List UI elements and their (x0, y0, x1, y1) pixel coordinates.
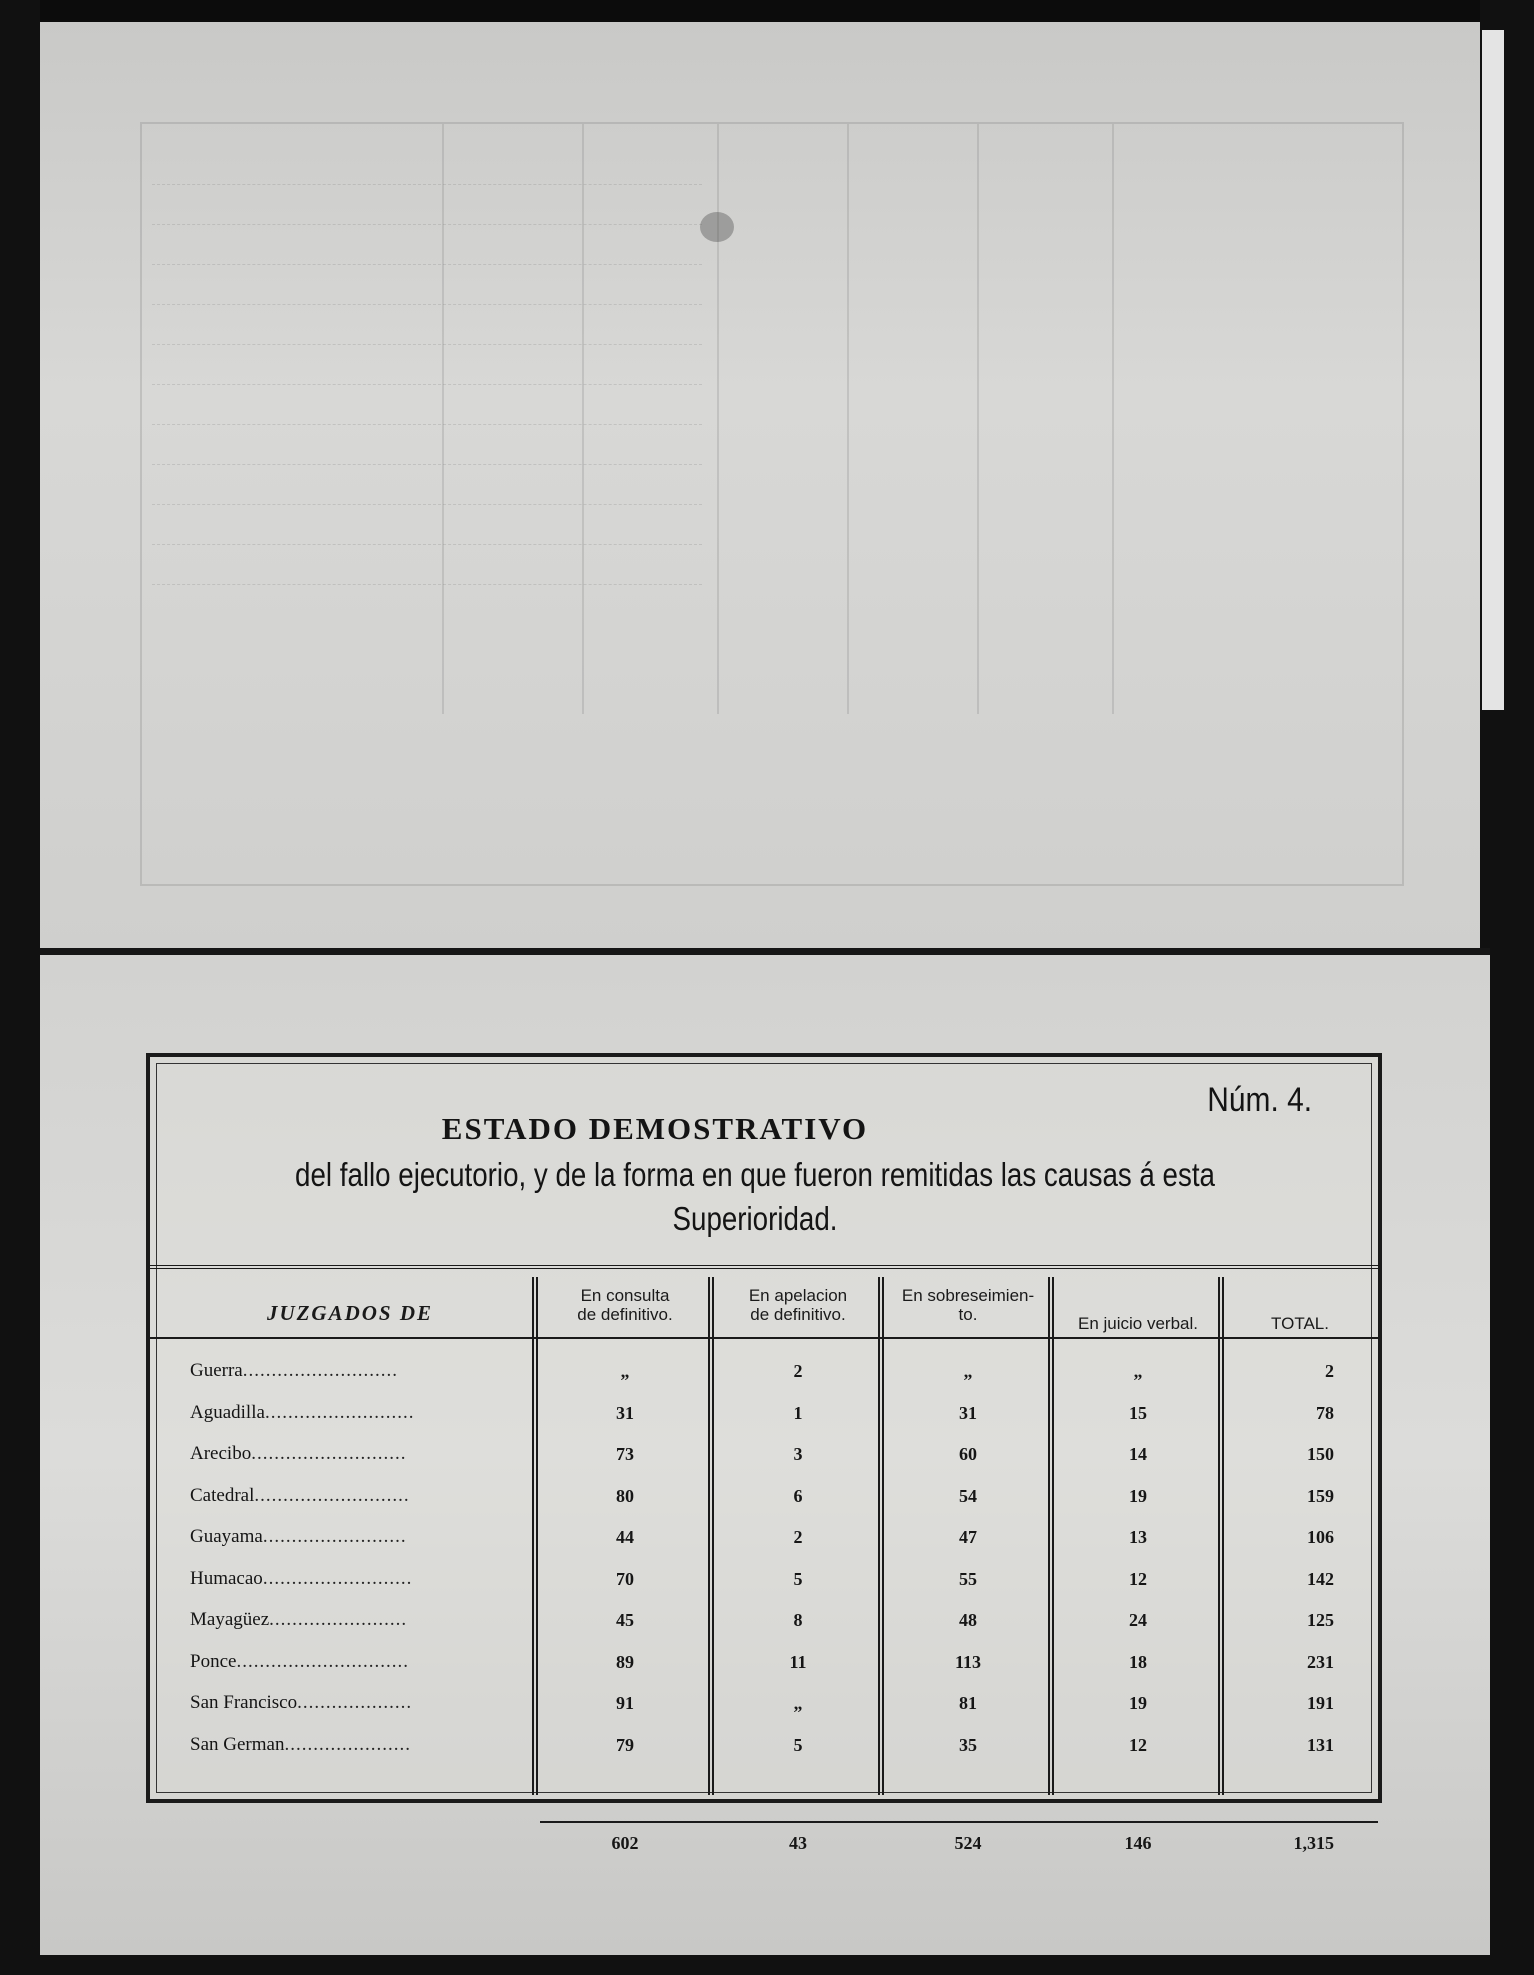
header-sobreseimiento-line2: to. (958, 1305, 978, 1324)
header-juicio-verbal: En juicio verbal. (1077, 1313, 1198, 1333)
document-subtitle (280, 1153, 1229, 1241)
table-row (150, 1476, 1378, 1516)
cell-juicio-verbal: 13 (1129, 1527, 1147, 1547)
table-row (150, 1434, 1378, 1474)
juzgado-name: Guerra (190, 1360, 243, 1381)
cell-consulta: 80 (616, 1485, 634, 1506)
cell-consulta: 31 (616, 1402, 634, 1423)
header-juzgados: JUZGADOS DE (266, 1300, 434, 1325)
cell-juicio-verbal: 12 (1129, 1734, 1147, 1755)
cell-juicio-verbal: 24 (1129, 1610, 1147, 1630)
cell-total: 159 (1307, 1485, 1334, 1506)
subtitle-line-2: Superioridad. (672, 1200, 838, 1237)
juzgado-name: Mayagüez (190, 1609, 270, 1630)
cell-total: 78 (1316, 1402, 1334, 1423)
leader-dots: ...................... (284, 1733, 411, 1755)
cell-juicio-verbal: „ (1133, 1361, 1143, 1381)
cell-consulta: 44 (616, 1527, 634, 1547)
cell-sobreseimiento: 47 (959, 1527, 977, 1547)
ghost-table (140, 122, 1404, 886)
cell-sobreseimiento: „ (963, 1361, 973, 1381)
juzgado-name: Ponce (190, 1650, 237, 1672)
leader-dots: .......................... (262, 1567, 413, 1589)
row-juzgado-label (190, 1351, 535, 1391)
ghost-row-line (152, 464, 702, 465)
document-frame (146, 1053, 1382, 1853)
leader-dots: .................... (297, 1692, 413, 1713)
cell-apelacion: 5 (793, 1734, 803, 1755)
cell-juicio-verbal: 14 (1129, 1444, 1147, 1464)
cell-total: 131 (1307, 1734, 1334, 1755)
cell-consulta: 70 (616, 1568, 634, 1589)
cell-consulta: 73 (616, 1444, 634, 1464)
cell-sobreseimiento: 54 (959, 1485, 977, 1506)
total-juicio-verbal: 146 (1124, 1833, 1152, 1853)
header-total: TOTAL. (1271, 1313, 1329, 1333)
cell-apelacion: 6 (793, 1485, 803, 1506)
ghost-row-line (152, 424, 702, 425)
ghost-row-line (152, 264, 702, 265)
ghost-row-line (152, 344, 702, 345)
header-apelacion-line2: de definitivo. (750, 1305, 846, 1324)
table-row (150, 1517, 1378, 1557)
ghost-row-line (152, 544, 702, 545)
title-divider (150, 1265, 1378, 1269)
document-number: Núm. 4. (1207, 1081, 1312, 1119)
cell-sobreseimiento: 48 (959, 1610, 977, 1630)
cell-sobreseimiento: 31 (959, 1402, 977, 1423)
row-juzgado-label (190, 1600, 535, 1640)
leader-dots: ......................... (262, 1526, 407, 1547)
leader-dots: ........................... (254, 1484, 410, 1506)
cell-consulta: 79 (616, 1734, 634, 1755)
header-sobreseimiento (886, 1277, 1050, 1333)
table-row (150, 1393, 1378, 1433)
cell-consulta: „ (620, 1361, 630, 1381)
ghost-column-line (977, 124, 979, 714)
cell-sobreseimiento: 55 (959, 1568, 977, 1589)
juzgado-name: Guayama (190, 1526, 263, 1547)
ghost-row-line (152, 584, 702, 585)
leader-dots: ........................... (242, 1360, 398, 1381)
upper-page-bleedthrough (40, 22, 1480, 952)
table-row (150, 1725, 1378, 1765)
cell-total: 2 (1325, 1361, 1334, 1381)
cell-apelacion: 2 (793, 1361, 803, 1381)
cell-sobreseimiento: 60 (959, 1444, 977, 1464)
table-row (150, 1642, 1378, 1682)
total-sobreseimiento: 524 (954, 1833, 982, 1853)
leader-dots: ........................ (269, 1609, 408, 1630)
cell-sobreseimiento: 35 (959, 1734, 977, 1755)
table-row (150, 1351, 1378, 1391)
header-divider (150, 1337, 1378, 1339)
total-grand: 1,315 (1293, 1833, 1334, 1853)
leader-dots: ........................... (251, 1443, 407, 1464)
row-juzgado-label (190, 1434, 535, 1474)
cell-juicio-verbal: 19 (1129, 1485, 1147, 1506)
cell-total: 231 (1307, 1651, 1334, 1672)
row-juzgado-label (190, 1393, 535, 1433)
row-juzgado-label (190, 1559, 535, 1599)
row-juzgado-label (190, 1683, 535, 1723)
leader-dots: .......................... (264, 1401, 415, 1423)
cell-apelacion: 2 (793, 1527, 803, 1547)
row-juzgado-label (190, 1642, 535, 1682)
cell-total: 142 (1307, 1568, 1334, 1589)
ghost-column-line (442, 124, 444, 714)
cell-consulta: 89 (616, 1651, 634, 1672)
ghost-column-line (1112, 124, 1114, 714)
ghost-row-line (152, 224, 702, 225)
table-row (150, 1600, 1378, 1640)
juzgado-name: Arecibo (190, 1443, 252, 1464)
juzgado-name: San Francisco (190, 1692, 298, 1713)
ghost-row-line (152, 504, 702, 505)
cell-juicio-verbal: 15 (1129, 1402, 1147, 1423)
cell-sobreseimiento: 81 (959, 1693, 977, 1713)
table-row (150, 1559, 1378, 1599)
ghost-column-line (582, 124, 584, 714)
cell-apelacion: 3 (793, 1444, 803, 1464)
cell-consulta: 91 (616, 1693, 634, 1713)
totals-row (150, 1823, 1378, 1863)
header-consulta-line1: En consulta (580, 1286, 670, 1305)
total-consulta: 602 (611, 1833, 639, 1853)
juzgado-name: Humacao (190, 1567, 263, 1589)
juzgado-name: Catedral (190, 1484, 255, 1506)
header-sobreseimiento-line1: En sobreseimien- (901, 1286, 1035, 1305)
row-juzgado-label (190, 1476, 535, 1516)
cell-apelacion: 11 (789, 1651, 807, 1672)
header-apelacion (716, 1277, 880, 1333)
cell-total: 191 (1307, 1693, 1334, 1713)
cell-juicio-verbal: 12 (1129, 1568, 1147, 1589)
row-juzgado-label (190, 1725, 535, 1765)
cell-consulta: 45 (616, 1610, 634, 1630)
cell-sobreseimiento: 113 (954, 1651, 981, 1672)
cell-apelacion: „ (793, 1693, 803, 1713)
juzgado-name: Aguadilla (190, 1401, 265, 1423)
cell-juicio-verbal: 19 (1129, 1693, 1147, 1713)
ghost-column-line (847, 124, 849, 714)
cell-juicio-verbal: 18 (1129, 1651, 1147, 1672)
ghost-row-line (152, 184, 702, 185)
cell-apelacion: 8 (793, 1610, 803, 1630)
scan-edge-strip (1482, 30, 1504, 710)
cell-apelacion: 5 (793, 1568, 803, 1589)
cell-apelacion: 1 (793, 1402, 803, 1423)
ghost-row-line (152, 384, 702, 385)
cell-total: 150 (1307, 1444, 1334, 1464)
document-title: ESTADO DEMOSTRATIVO (441, 1111, 869, 1146)
ink-smudge (700, 212, 734, 242)
header-apelacion-line1: En apelacion (748, 1286, 848, 1305)
cell-total: 125 (1307, 1610, 1334, 1630)
ghost-row-line (152, 304, 702, 305)
cell-total: 106 (1307, 1527, 1334, 1547)
header-consulta-line2: de definitivo. (577, 1305, 673, 1324)
leader-dots: .............................. (236, 1650, 409, 1672)
total-apelacion: 43 (789, 1833, 807, 1853)
header-consulta (540, 1277, 710, 1333)
data-table (150, 1273, 1378, 1853)
subtitle-line-1: del fallo ejecutorio, y de la forma en que fueron remitidas las causas á esta (295, 1156, 1215, 1193)
juzgado-name: San German (190, 1733, 285, 1755)
row-juzgado-label (190, 1517, 535, 1557)
table-row (150, 1683, 1378, 1723)
